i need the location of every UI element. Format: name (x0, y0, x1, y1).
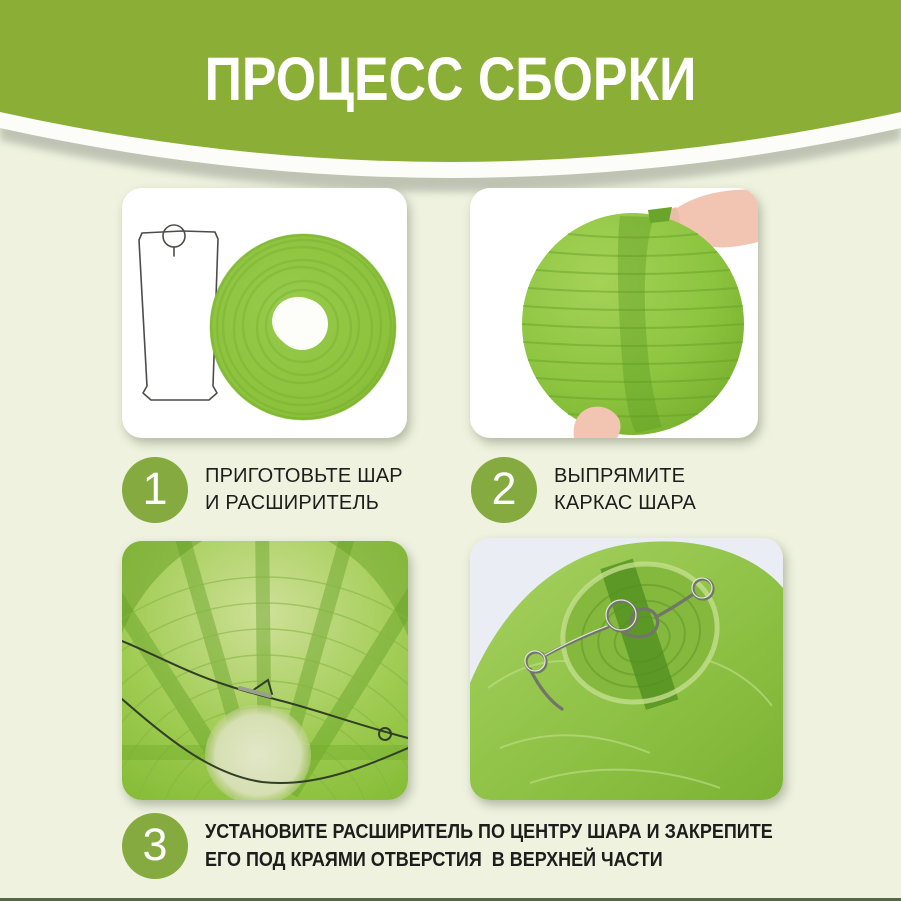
wire-expander-outline (139, 225, 218, 400)
step-description-line: ПРИГОТОВЬТЕ ШАР (205, 465, 403, 487)
step-2-number-badge (471, 457, 537, 523)
panel-expanded-lantern (470, 188, 758, 438)
expander-installed-illustration (470, 538, 783, 800)
step-description-line: КАРКАС ШАРА (554, 492, 697, 514)
step-description-line: ВЫПРЯМИТЕ (554, 465, 686, 487)
step-1-number-badge (122, 457, 188, 523)
step-description-line: ЕГО ПОД КРАЯМИ ОТВЕРСТИЯ В ВЕРХНЕЙ ЧАСТИ (205, 849, 663, 871)
lantern-inside-illustration (122, 541, 408, 800)
panel-lantern-inside-photo (122, 541, 408, 800)
step-number: 3 (142, 819, 168, 870)
step-3-description (205, 818, 773, 874)
step-3-number-badge (122, 813, 188, 879)
step-3 (122, 813, 836, 879)
panel-expander-installed-photo (470, 538, 783, 800)
step-description-line: И РАСШИРИТЕЛЬ (205, 492, 380, 514)
step-number: 1 (142, 463, 168, 514)
flat-lantern-disc (210, 234, 396, 420)
lantern-hands-illustration (470, 188, 758, 438)
step-number: 2 (491, 463, 517, 514)
step-2 (471, 457, 696, 523)
step-1 (122, 457, 403, 523)
flat-lantern-illustration (122, 188, 407, 438)
page-title: ПРОЦЕСС СБОРКИ (204, 45, 697, 113)
step-1-description (205, 463, 403, 517)
header-banner (0, 0, 901, 220)
step-2-description (554, 463, 696, 517)
step-description-line: УСТАНОВИТЕ РАСШИРИТЕЛЬ ПО ЦЕНТРУ ШАРА И ЗАКРЕПИТЕ (205, 821, 773, 843)
panel-flat-lantern (122, 188, 407, 438)
